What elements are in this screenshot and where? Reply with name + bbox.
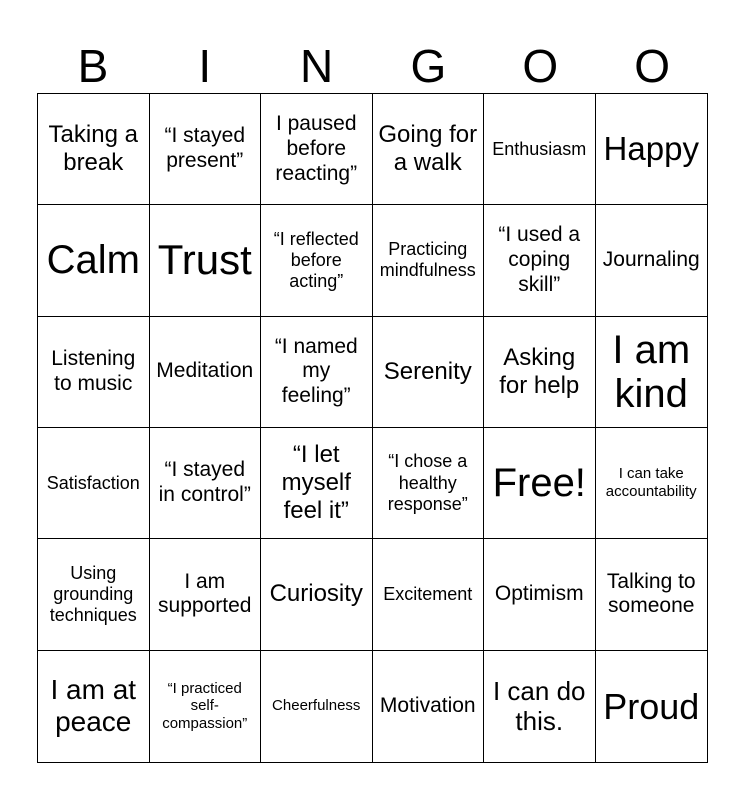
cell-text: Free! xyxy=(492,461,586,506)
bingo-cell[interactable] xyxy=(484,317,596,428)
cell-text: “I let myself feel it” xyxy=(281,440,351,525)
bingo-cell[interactable] xyxy=(373,428,485,539)
bingo-cell[interactable] xyxy=(373,317,485,428)
cell-text: “I chose a healthy response” xyxy=(387,451,468,514)
cell-text: Journaling xyxy=(602,248,700,272)
bingo-cell[interactable] xyxy=(596,651,708,762)
cell-text: “I reflected before acting” xyxy=(273,228,359,292)
bingo-cell[interactable] xyxy=(150,94,262,205)
cell-text: I can do this. xyxy=(492,675,586,737)
cell-text: Optimism xyxy=(494,582,584,606)
cell-text: Curiosity xyxy=(269,580,363,608)
bingo-cell[interactable] xyxy=(373,205,485,316)
header-letter-g: G xyxy=(410,40,447,92)
header-letter-n: N xyxy=(299,40,334,92)
bingo-cell[interactable] xyxy=(150,539,262,650)
bingo-cell[interactable] xyxy=(38,428,150,539)
bingo-cell[interactable] xyxy=(150,205,262,316)
cell-text: I am supported xyxy=(158,569,252,618)
bingo-cell[interactable] xyxy=(38,651,150,762)
bingo-cell[interactable] xyxy=(261,651,373,762)
cell-text: Using grounding techniques xyxy=(49,562,137,626)
cell-text: “I practiced self-compassion” xyxy=(162,679,248,733)
cell-text: Going for a walk xyxy=(378,120,478,177)
cell-text: Taking a break xyxy=(48,120,138,177)
bingo-cell[interactable] xyxy=(261,428,373,539)
bingo-cell[interactable] xyxy=(261,94,373,205)
bingo-cell[interactable] xyxy=(373,94,485,205)
cell-text: Excitement xyxy=(383,583,473,604)
cell-text: “I stayed in control” xyxy=(158,458,251,507)
cell-text: “I stayed present” xyxy=(164,124,246,173)
cell-text: Serenity xyxy=(383,357,472,385)
bingo-cell[interactable] xyxy=(484,94,596,205)
bingo-cell[interactable] xyxy=(261,539,373,650)
cell-text: I paused before reacting” xyxy=(275,112,358,185)
cell-text: Trust xyxy=(157,236,252,284)
bingo-cell[interactable] xyxy=(150,317,262,428)
cell-text: Proud xyxy=(603,685,700,727)
bingo-cell[interactable] xyxy=(261,317,373,428)
bingo-cell-free[interactable] xyxy=(484,428,596,539)
bingo-cell[interactable] xyxy=(38,539,150,650)
header-letter-b: B xyxy=(77,40,109,92)
bingo-cell[interactable] xyxy=(596,205,708,316)
bingo-cell[interactable] xyxy=(373,539,485,650)
cell-text: I can take accountability xyxy=(605,465,697,501)
bingo-cell[interactable] xyxy=(373,651,485,762)
cell-text: Calm xyxy=(46,238,140,283)
header-letter-o: O xyxy=(522,40,559,92)
cell-text: Enthusiasm xyxy=(492,138,587,159)
bingo-cell[interactable] xyxy=(484,205,596,316)
header-letter-o-2: O xyxy=(634,40,670,92)
cell-text: Talking to someone xyxy=(606,569,696,618)
bingo-cell[interactable] xyxy=(38,317,150,428)
cell-text: Asking for help xyxy=(499,343,580,399)
bingo-cell[interactable] xyxy=(484,539,596,650)
cell-text: Listening to music xyxy=(51,347,136,395)
cell-text: Practicing mindfulness xyxy=(379,239,476,281)
cell-text: Cheerfulness xyxy=(272,697,361,715)
bingo-cell[interactable] xyxy=(596,94,708,205)
bingo-cell[interactable] xyxy=(38,205,150,316)
header-letter-i: I xyxy=(198,40,212,92)
cell-text: I am kind xyxy=(612,327,691,416)
cell-text: “I named my feeling” xyxy=(274,334,358,408)
bingo-header xyxy=(37,38,708,94)
bingo-cell[interactable] xyxy=(484,651,596,762)
bingo-board xyxy=(37,93,708,763)
bingo-cell[interactable] xyxy=(261,205,373,316)
cell-text: I am at peace xyxy=(50,674,137,738)
bingo-cell[interactable] xyxy=(150,428,262,539)
cell-text: Motivation xyxy=(379,693,476,717)
bingo-cell[interactable] xyxy=(38,94,150,205)
cell-text: “I used a coping skill” xyxy=(498,223,581,296)
bingo-cell[interactable] xyxy=(596,317,708,428)
bingo-cell[interactable] xyxy=(596,428,708,539)
cell-text: Satisfaction xyxy=(46,472,140,493)
cell-text: Meditation xyxy=(156,359,254,383)
bingo-cell[interactable] xyxy=(596,539,708,650)
cell-text: Happy xyxy=(603,130,699,168)
bingo-cell[interactable] xyxy=(150,651,262,762)
